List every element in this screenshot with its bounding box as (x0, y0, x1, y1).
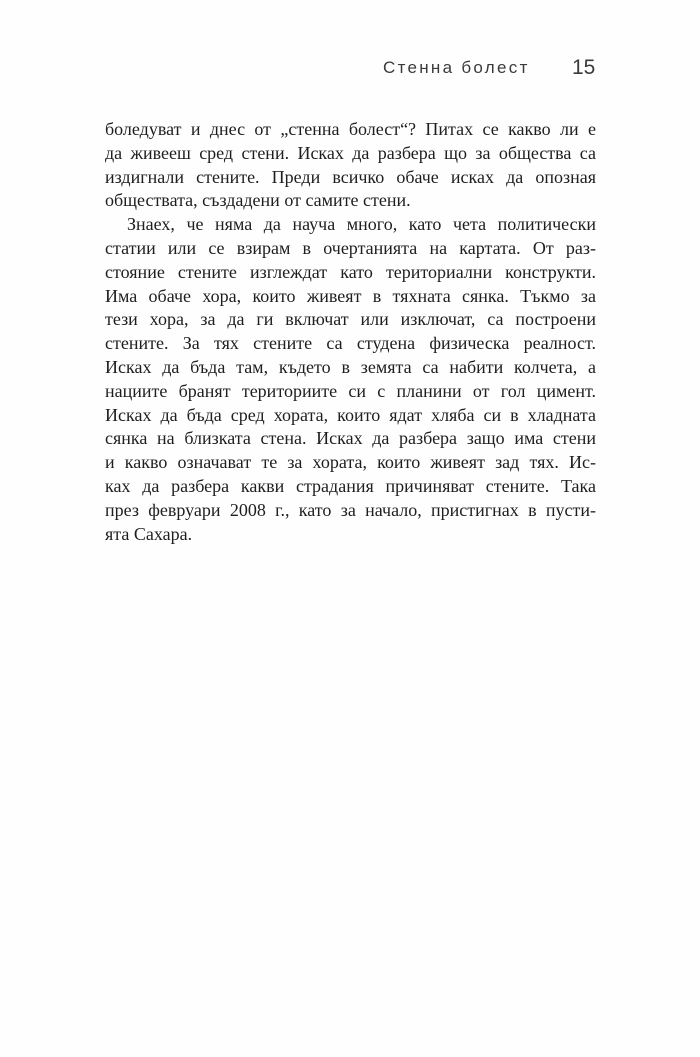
text-line: и какво означават те за хората, които живеят зад тях. Ис- (105, 452, 596, 473)
text-line: обществата, създадени от самите стени. (105, 190, 411, 211)
text-line: тези хора, за да ги включат или изключат, са построени (105, 309, 596, 330)
text-line: стояние стените изглеждат като териториални конструкти. (105, 261, 596, 282)
running-header (0, 0, 700, 100)
text-line: ята Сахара. (105, 523, 193, 544)
text-line: статии или се взирам в очертанията на картата. От раз- (105, 237, 596, 258)
text-line: да живееш сред стени. Исках да разбера що за общества са (105, 142, 596, 163)
text-line: Исках да бъда сред хората, които ядат хляба си в хладната (105, 404, 596, 425)
text-line: Исках да бъда там, където в земята са набити колчета, а (105, 356, 596, 377)
text-line: Знаех, че няма да науча много, като чета политически (127, 214, 596, 235)
text-line: сянка на близката стена. Исках да разбера защо има стени (105, 428, 596, 449)
body-text (105, 118, 596, 546)
text-line: нациите бранят териториите си с планини от гол цимент. (105, 380, 596, 401)
paragraph (105, 118, 596, 213)
page-number: 15 (572, 56, 596, 79)
text-line: боледуват и днес от „стенна болест“? Питах се какво ли е (105, 119, 596, 139)
text-line: ках да разбера какви страдания причиняват стените. Така (105, 475, 596, 496)
text-line: стените. За тях стените са студена физическа реалност. (105, 333, 596, 354)
running-title: Стенна болест (383, 58, 530, 77)
text-line: издигнали стените. Преди всичко обаче исках да опозная (105, 166, 596, 187)
text-line: през февруари 2008 г., като за начало, пристигнах в пусти- (105, 499, 596, 520)
paragraph (105, 213, 596, 546)
text-line: Има обаче хора, които живеят в тяхната сянка. Тъкмо за (105, 285, 596, 306)
